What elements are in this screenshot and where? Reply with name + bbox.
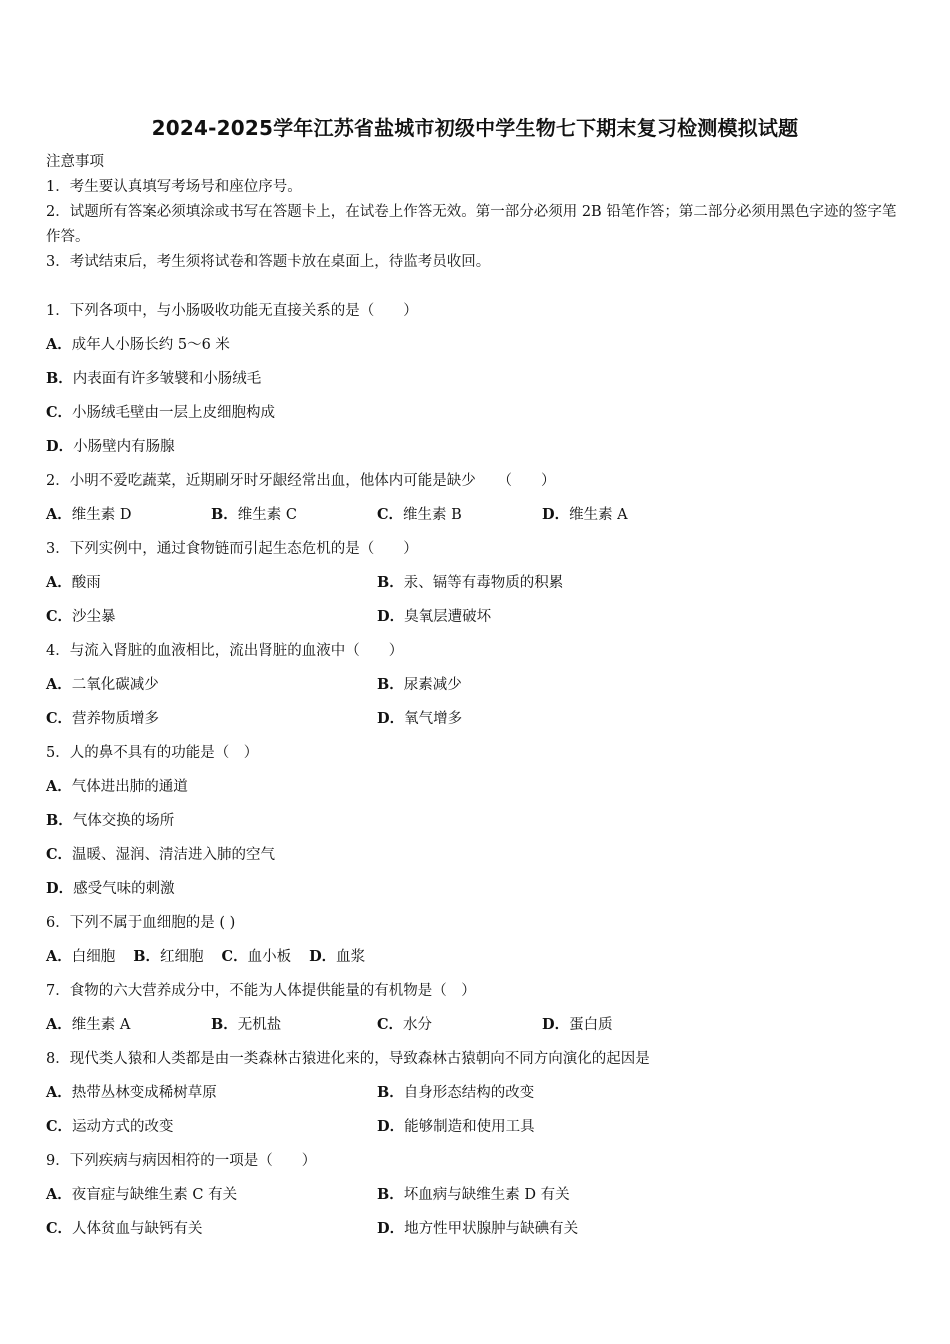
option-label: C．: [221, 948, 248, 965]
option-text: 蛋白质: [569, 1017, 613, 1033]
option-row: [46, 1216, 916, 1250]
option-c[interactable]: [222, 944, 292, 970]
option-label: C．: [46, 846, 73, 863]
option-text: 夜盲症与缺维生素 C 有关: [71, 1187, 238, 1203]
option-label: D．: [309, 948, 337, 965]
question-1: [46, 298, 916, 468]
option-a[interactable]: [46, 774, 916, 808]
option-a[interactable]: [46, 570, 101, 596]
option-a[interactable]: [46, 1080, 217, 1106]
option-label: B．: [46, 370, 73, 387]
option-label: C．: [46, 710, 73, 727]
option-text: 人体贫血与缺钙有关: [72, 1221, 203, 1237]
question-list: [46, 298, 916, 1250]
question-stem: 2．小明不爱吃蔬菜，近期刷牙时牙龈经常出血，他体内可能是缺少 （ ）: [46, 473, 556, 489]
option-text: 氧气增多: [404, 711, 463, 727]
option-text: 无机盐: [237, 1017, 282, 1033]
option-label: C．: [46, 608, 73, 625]
option-a[interactable]: [46, 672, 159, 698]
page-title: 2024-2025学年江苏省盐城市初级中学生物七下期末复习检测模拟试题: [151, 116, 799, 140]
option-label: A．: [46, 1084, 72, 1101]
option-label: A．: [46, 506, 72, 523]
option-c[interactable]: [46, 1216, 203, 1242]
question-5: [46, 740, 916, 910]
option-text: 白细胞: [71, 949, 116, 965]
option-b[interactable]: [377, 672, 462, 698]
option-text: 成年人小肠长约 5～6 米: [71, 337, 230, 353]
option-text: 血小板: [247, 949, 292, 965]
option-a[interactable]: [46, 502, 132, 528]
option-d[interactable]: [542, 1012, 613, 1038]
option-text: 维生素 B: [403, 507, 462, 523]
option-text: 气体交换的场所: [72, 813, 175, 829]
option-d[interactable]: [46, 434, 916, 468]
option-b[interactable]: [211, 1012, 281, 1038]
question-9: [46, 1148, 916, 1250]
option-b[interactable]: [211, 502, 297, 528]
question-stem: 9．下列疾病与病因相符的一项是（ ）: [46, 1153, 317, 1169]
notes-item: 1．考生要认真填写考场号和座位序号。: [46, 179, 302, 195]
question-stem: 1．下列各项中，与小肠吸收功能无直接关系的是（ ）: [46, 303, 418, 319]
option-label: A．: [46, 948, 72, 965]
option-label: D．: [377, 1118, 405, 1135]
option-a[interactable]: [46, 1182, 237, 1208]
option-text: 自身形态结构的改变: [403, 1085, 535, 1101]
option-text: 二氧化碳减少: [71, 677, 159, 693]
question-8: [46, 1046, 916, 1148]
option-label: A．: [46, 336, 72, 353]
option-c[interactable]: [377, 502, 462, 528]
question-stem: 3．下列实例中，通过食物链而引起生态危机的是（ ）: [46, 541, 418, 557]
option-label: C．: [46, 1220, 73, 1237]
option-d[interactable]: [46, 876, 916, 910]
option-text: 维生素 A: [71, 1017, 131, 1033]
question-3: [46, 536, 916, 638]
option-label: B．: [133, 948, 161, 965]
option-text: 感受气味的刺激: [73, 881, 175, 897]
question-stem: 7．食物的六大营养成分中，不能为人体提供能量的有机物是（ ）: [46, 983, 476, 999]
option-d[interactable]: [377, 1216, 578, 1242]
question-stem: 4．与流入肾脏的血液相比，流出肾脏的血液中（ ）: [46, 643, 404, 659]
option-text: 酸雨: [71, 575, 101, 591]
option-b[interactable]: [377, 570, 563, 596]
option-b[interactable]: [377, 1080, 534, 1106]
option-label: B．: [211, 506, 238, 523]
option-d[interactable]: [377, 604, 491, 630]
option-label: C．: [46, 1118, 73, 1135]
option-row: [46, 1080, 916, 1114]
question-4: [46, 638, 916, 740]
notes-heading: 注意事项: [46, 154, 104, 170]
option-label: D．: [377, 710, 405, 727]
question-stem: 5．人的鼻不具有的功能是（ ）: [46, 745, 259, 761]
option-text: 温暖、湿润、清洁进入肺的空气: [72, 847, 276, 863]
option-text: 沙尘暴: [72, 609, 116, 625]
question-stem: 6．下列不属于血细胞的是 ( ): [46, 915, 236, 931]
option-label: C．: [377, 1016, 404, 1033]
option-label: B．: [377, 574, 404, 591]
option-label: C．: [377, 506, 404, 523]
option-a[interactable]: [46, 1012, 130, 1038]
option-label: A．: [46, 1186, 72, 1203]
question-7: [46, 978, 916, 1046]
question-stem: 8．现代类人猿和人类都是由一类森林古猿进化来的，导致森林古猿朝向不同方向演化的起因是: [46, 1051, 650, 1067]
option-a[interactable]: [46, 944, 115, 970]
option-label: D．: [542, 506, 570, 523]
option-label: D．: [46, 880, 74, 897]
option-text: 维生素 A: [569, 507, 628, 523]
option-b[interactable]: [133, 944, 203, 970]
option-label: B．: [377, 676, 404, 693]
notes-section: [46, 150, 908, 275]
option-row: [46, 1114, 916, 1148]
option-row: [46, 604, 916, 638]
option-row: [46, 570, 916, 604]
option-b[interactable]: [46, 366, 916, 400]
notes-item: 3．考试结束后，考生须将试卷和答题卡放在桌面上，待监考员收回。: [46, 254, 491, 270]
question-6: [46, 910, 916, 978]
option-label: C．: [46, 404, 73, 421]
option-label: B．: [377, 1186, 404, 1203]
option-d[interactable]: [377, 1114, 535, 1140]
option-row: [46, 502, 916, 536]
option-label: A．: [46, 574, 72, 591]
option-text: 营养物质增多: [72, 711, 160, 727]
option-text: 内表面有许多皱襞和小肠绒毛: [72, 371, 262, 387]
question-2: [46, 468, 916, 536]
option-text: 热带丛林变成稀树草原: [71, 1085, 217, 1101]
option-label: D．: [377, 1220, 405, 1237]
option-label: B．: [377, 1084, 404, 1101]
option-c[interactable]: [46, 400, 916, 434]
option-c[interactable]: [46, 842, 916, 876]
option-text: 地方性甲状腺肿与缺碘有关: [404, 1221, 579, 1237]
option-text: 尿素减少: [403, 677, 462, 693]
option-label: B．: [211, 1016, 238, 1033]
option-text: 运动方式的改变: [72, 1119, 174, 1135]
notes-item: 2．试题所有答案必须填涂或书写在答题卡上，在试卷上作答无效。第一部分必须用 2B 铅笔作答；第二部分必须用黑色字迹的签字笔作答。: [46, 204, 897, 245]
option-text: 维生素 C: [237, 507, 297, 523]
option-text: 汞、镉等有毒物质的积累: [403, 575, 564, 591]
option-d[interactable]: [542, 502, 628, 528]
option-label: A．: [46, 676, 72, 693]
option-b[interactable]: [46, 808, 916, 842]
option-row: [46, 706, 916, 740]
option-text: 臭氧层遭破坏: [404, 609, 492, 625]
option-row: [46, 1182, 916, 1216]
option-label: D．: [377, 608, 405, 625]
option-c[interactable]: [46, 1114, 174, 1140]
option-c[interactable]: [377, 1012, 432, 1038]
option-row: [46, 944, 916, 978]
option-row: [46, 672, 916, 706]
option-label: A．: [46, 1016, 72, 1033]
option-label: D．: [46, 438, 74, 455]
option-text: 气体进出肺的通道: [71, 779, 188, 795]
option-text: 红细胞: [160, 949, 204, 965]
option-text: 血浆: [336, 949, 366, 965]
option-d[interactable]: [377, 706, 462, 732]
option-row: [46, 1012, 916, 1046]
option-c[interactable]: [46, 604, 116, 630]
option-c[interactable]: [46, 706, 159, 732]
option-text: 水分: [403, 1017, 433, 1033]
option-label: D．: [542, 1016, 570, 1033]
option-d[interactable]: [309, 944, 365, 970]
option-b[interactable]: [377, 1182, 570, 1208]
option-text: 小肠绒毛壁由一层上皮细胞构成: [72, 405, 276, 421]
option-label: B．: [46, 812, 73, 829]
option-text: 维生素 D: [71, 507, 132, 523]
option-text: 能够制造和使用工具: [404, 1119, 535, 1135]
option-a[interactable]: [46, 332, 916, 366]
option-text: 小肠壁内有肠腺: [73, 439, 175, 455]
option-label: A．: [46, 778, 72, 795]
option-text: 坏血病与缺维生素 D 有关: [403, 1187, 570, 1203]
